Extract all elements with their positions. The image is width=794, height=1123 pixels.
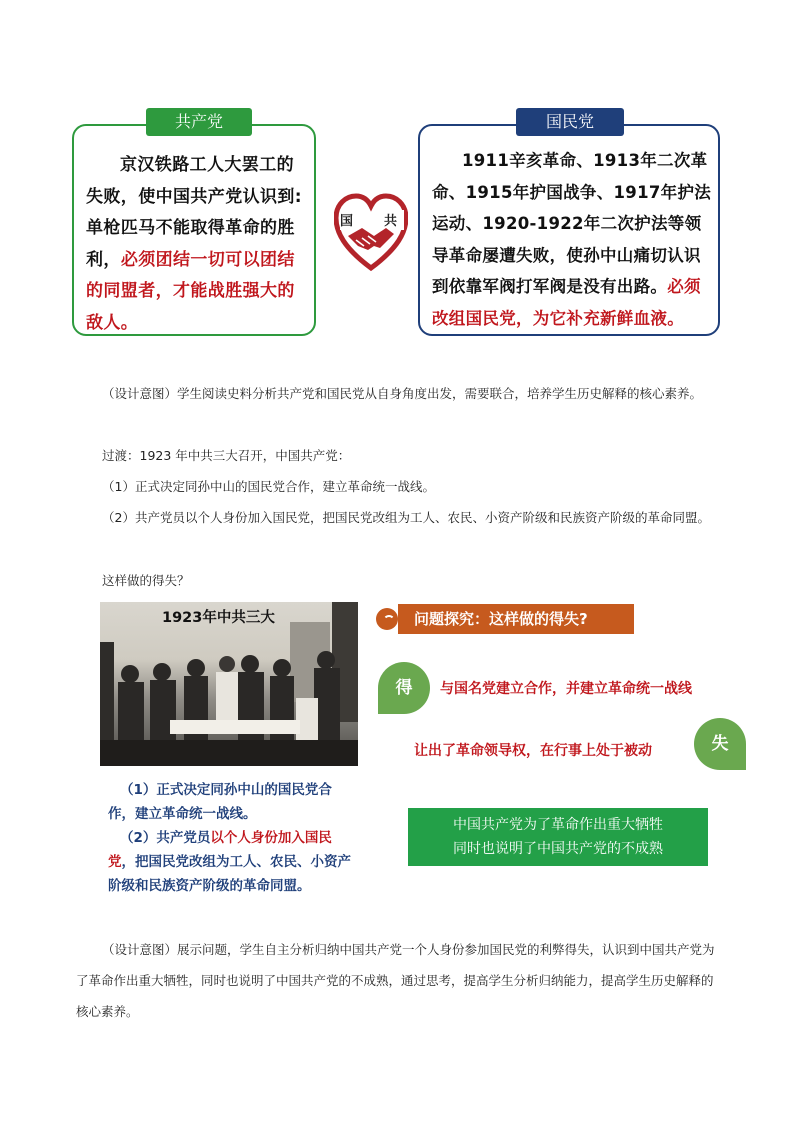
photo-title: 1923年中共三大 <box>162 610 275 626</box>
gain-text: 与国名党建立合作，并建立革命统一战线 <box>440 681 692 697</box>
inquiry-bullet-icon <box>376 608 398 630</box>
list-item-1: （1）正式决定同孙中山的国民党合作，建立革命统一战线。 <box>102 479 435 494</box>
kmt-text-plain: 1911辛亥革命、1913年二次革命、1915年护国战争、1917年护法运动、1920-1922年二次护法等领导革命屡遭失败，使孙中山痛切认识到依靠军阀打军阀是没有出路。 <box>432 151 712 296</box>
cpc-card-text <box>86 150 308 339</box>
conclusion-line-1: 中国共产党为了革命作出重大牺牲 <box>453 817 663 833</box>
cpc-tab: 共产党 <box>146 108 252 136</box>
gain-label: 得 <box>395 678 413 698</box>
kmt-tab: 国民党 <box>516 108 624 136</box>
question-text: 这样做的得失？ <box>102 573 190 588</box>
kmt-card-text <box>432 145 714 334</box>
heart-label-kmt: 国 <box>340 214 354 229</box>
gain-leaf-badge <box>378 662 430 714</box>
photo-caption <box>108 778 356 898</box>
conclusion-line-2: 同时也说明了中国共产党的不成熟 <box>453 841 663 857</box>
loss-leaf-badge <box>694 718 746 770</box>
inquiry-banner: 问题探究：这样做的得失? <box>398 604 634 634</box>
heart-handshake-icon <box>334 190 408 272</box>
design-intent-2: （设计意图）展示问题，学生自主分析归纳中国共产党一个人身份参加国民党的利弊得失，认识到中国共产党为了革命作出重大牺牲，同时也说明了中国共产党的不成熟，通过思考，提高学生分析归纳能力，提高学生历史解释的核心素养。 <box>76 942 715 1019</box>
design-intent-1: （设计意图）学生阅读史料分析共产党和国民党从自身角度出发，需要联合，培养学生历史解释的核心素养。 <box>102 386 703 401</box>
caption-line-1: （1）正式决定同孙中山的国民党合作，建立革命统一战线。 <box>108 782 332 822</box>
historical-photo <box>100 602 358 766</box>
conclusion-box <box>408 808 708 866</box>
loss-text: 让出了革命领导权，在行事上处于被动 <box>414 743 652 759</box>
cpc-text-emphasis: 必须团结一切可以团结的同盟者，才能战胜强大的敌人。 <box>86 249 295 333</box>
loss-label: 失 <box>711 734 729 754</box>
caption-line-2 <box>108 826 356 898</box>
caption-line-2-rest: ，把国民党改组为工人、农民、小资产阶级和民族资产阶级的革命同盟。 <box>108 854 351 894</box>
list-item-2: （2）共产党员以个人身份加入国民党，把国民党改组为工人、农民、小资产阶级和民族资产阶级的革命同盟。 <box>102 510 710 525</box>
kmt-text-emphasis: 必须改组国民党，为它补充新鲜血液。 <box>432 277 701 328</box>
heart-label-cpc: 共 <box>384 214 398 229</box>
transition-text: 过渡：1923 年中共三大召开，中国共产党： <box>102 448 351 463</box>
caption-line-2-emphasis: 以个人身份加入国民党 <box>108 830 332 870</box>
caption-line-2-plain: （2）共产党员 <box>120 830 211 846</box>
cpc-text-plain: 京汉铁路工人大罢工的失败，使中国共产党认识到:单枪匹马不能取得革命的胜利， <box>86 155 302 270</box>
